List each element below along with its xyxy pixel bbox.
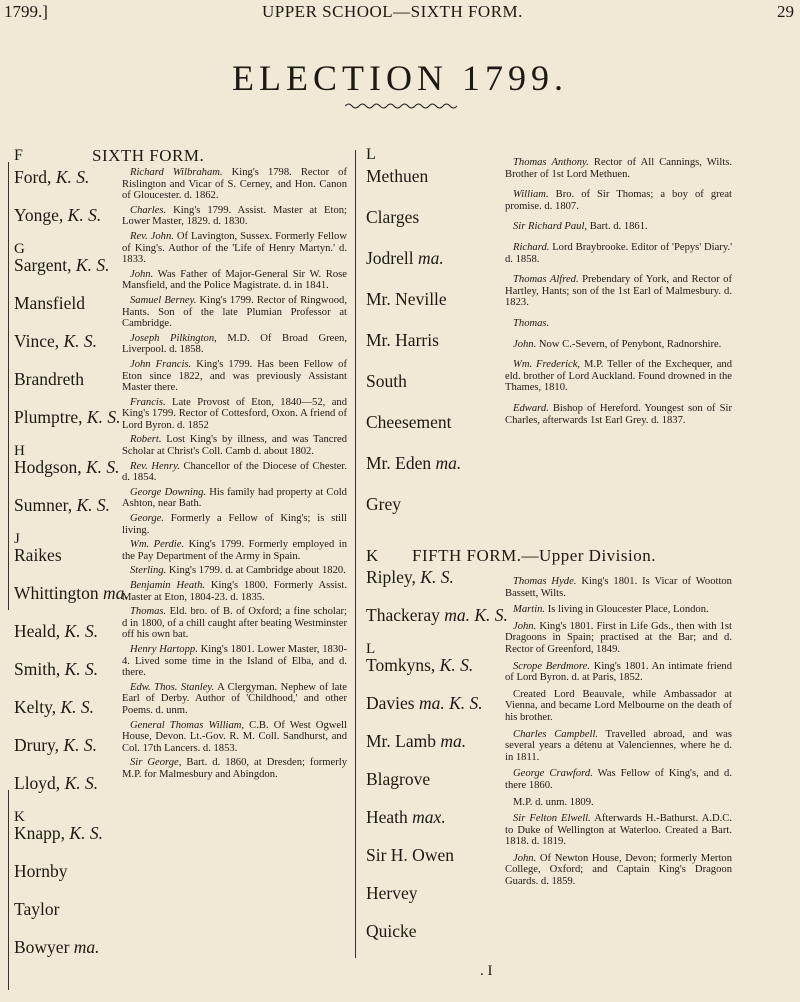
note-name: Edward. <box>513 402 549 414</box>
note-name: Scrope Berdmore. <box>513 660 590 672</box>
biographical-note <box>505 189 732 212</box>
biographical-note <box>505 274 732 309</box>
note-name: Thomas Anthony. <box>513 157 589 168</box>
biographical-note <box>122 269 347 292</box>
note-name: Richard. <box>513 241 550 253</box>
pupil-status: ma. <box>418 248 444 268</box>
fifth-form-title: FIFTH FORM.—Upper Division. <box>412 546 656 565</box>
wavy-rule <box>345 102 457 110</box>
note-name: Francis. <box>130 396 166 408</box>
fifth-form-heading <box>366 546 656 566</box>
note-name: John. <box>513 338 537 350</box>
pupil-name <box>366 330 506 351</box>
pupil-surname: Raikes <box>14 545 62 565</box>
pupil-surname: Kelty, <box>14 697 61 717</box>
note-text: Bart. d. 1860, at Dresden; formerly M.P. for Malmesbury and Abingdon. <box>122 757 347 780</box>
section-letter-i: . I <box>480 963 493 979</box>
note-name: Thomas Hyde. <box>513 576 577 587</box>
pupil-surname: Yonge, <box>14 205 68 225</box>
pupil-status: ma. K. S. <box>444 605 508 625</box>
pupil-status: K. S. <box>55 167 90 187</box>
page-number: 29 <box>777 2 794 21</box>
note-text: King's 1799. Rector of Ringwood, Hants. Son of the late Plumian Professor at Cambridge. <box>122 294 347 330</box>
biographical-note <box>122 487 347 510</box>
note-text: King's 1800. Formerly Assist. Master at Eton, 1804-23. d. 1835. <box>122 580 347 603</box>
note-text: Bishop of Hereford. Youngest son of Sir Charles, afterwards 1st Earl Grey. d. 1837. <box>505 402 732 426</box>
biographical-note <box>505 768 732 791</box>
biographical-note <box>505 221 732 233</box>
pupil-status: ma. <box>102 583 129 603</box>
pupil-surname: Drury, <box>14 735 64 755</box>
pupil-name <box>14 899 234 920</box>
note-name: Robert. <box>130 434 162 446</box>
column-rule-lower <box>355 558 356 958</box>
biographical-note <box>122 461 347 484</box>
running-head-year: 1799.] <box>4 2 48 21</box>
running-head-title: UPPER SCHOOL—SIXTH FORM. <box>262 2 523 21</box>
pupil-surname: Sargent, <box>14 255 76 275</box>
pupil-status: K. S. <box>420 567 454 587</box>
note-text: Was Father of Major-General Sir W. Rose Mansfield, and the Police Magistrate. d. in 1841. <box>122 268 347 292</box>
pupil-surname: Sir H. Owen <box>366 845 454 865</box>
note-name: Wm. Perdie. <box>130 539 185 551</box>
pupil-name <box>366 731 506 752</box>
note-text: Of Lavington, Sussex. Formerly Fellow of King's. Author of the 'Life of Henry Martyn.' d. 1833. <box>122 230 347 266</box>
pupil-surname: Hodgson, <box>14 457 86 477</box>
pupil-status: K. S. <box>64 621 99 641</box>
pupil-name <box>366 248 506 269</box>
note-text: Eld. bro. of B. of Oxford; a fine scholar; d in 1800, of a chill caught after beating Westminster off his own bat. <box>122 606 347 641</box>
note-text: King's 1799. d. at Cambridge about 1820. <box>166 565 346 577</box>
pupil-surname: Thackeray <box>366 605 445 625</box>
biographical-note <box>505 157 732 180</box>
note-text: King's 1799. Formerly employed in the Pay Department of the Army in Spain. <box>122 539 348 562</box>
pupil-status: K. S. <box>63 735 97 755</box>
biographical-note <box>122 580 347 603</box>
note-name: Wm. Frederick, <box>513 359 581 371</box>
pupil-surname: Mansfield <box>14 293 85 313</box>
note-text: Late Provost of Eton, 1840—52, and King's 1799. Rector of Cottesford, Oxon. A friend of Lord Byron. d. 1852 <box>122 396 347 431</box>
note-text: King's 1801. First in Life Gds., then with 1st Dragoons in Spain; practised at the Bar; and d. Rector of Greenford, 1849. <box>505 620 732 655</box>
biographical-note <box>505 339 732 351</box>
biographical-note <box>505 576 732 599</box>
note-name: Rev. Henry. <box>130 460 180 472</box>
note-text: M.D. Of Broad Green, Liverpool. d. 1858. <box>122 332 347 356</box>
biographical-note <box>122 295 347 330</box>
note-name: Martin. <box>513 604 546 616</box>
pupil-surname: Smith, <box>14 659 65 679</box>
biographical-note <box>122 359 347 394</box>
pupil-surname: Bowyer <box>14 937 74 957</box>
note-name: General Thomas William, <box>130 719 245 731</box>
pupil-surname: Whittington <box>14 583 103 603</box>
biographical-note <box>505 403 732 426</box>
note-text: Prebendary of York, and Rector of Hartley, Hants; son of the 1st Earl of Malmesbury. d. 1823. <box>505 274 733 309</box>
pupil-surname: Mr. Lamb <box>366 731 441 751</box>
note-text: C.B. Of West Ogwell House, Devon. Lt.-Gov. R. M. Coll. Sandhurst, and Col. 17th Lancers. d. 1853. <box>122 719 347 754</box>
column-rule-upper <box>355 150 356 568</box>
note-text: Lost King's by illness, and was Tancred Scholar at Christ's Coll. Camb d. about 1802. <box>122 434 347 458</box>
left-margin-rule-lower <box>8 790 9 990</box>
note-name: Benjamin Heath. <box>130 580 206 591</box>
biographical-note <box>505 359 732 394</box>
note-name: John. <box>513 852 537 864</box>
biographical-note <box>505 318 732 330</box>
pupil-surname: Sumner, <box>14 495 77 515</box>
sixth-form-continued-names <box>366 166 506 535</box>
pupil-surname: Mr. Harris <box>366 330 439 350</box>
pupil-surname: Heald, <box>14 621 65 641</box>
note-text: Is living in Gloucester Place, London. <box>545 604 709 616</box>
note-text: King's 1798. Rector of Rislington and Vicar of S. Cerney, and Hon. Canon of Gloucester. d. 1862. <box>122 167 347 202</box>
note-name: George Downing. <box>130 486 207 498</box>
pupil-surname: Lloyd, <box>14 773 65 793</box>
biographical-note <box>122 539 347 562</box>
section-letter: L <box>366 641 376 657</box>
pupil-name <box>14 823 234 844</box>
biographical-note <box>505 661 732 684</box>
pupil-surname: Methuen <box>366 166 429 186</box>
pupil-status: ma. K. S. <box>418 693 483 713</box>
pupil-surname: Hornby <box>14 861 68 881</box>
biographical-note <box>505 242 732 265</box>
pupil-name <box>366 605 506 626</box>
biographical-note <box>505 729 732 764</box>
pupil-status: K. S. <box>439 655 474 675</box>
pupil-status: K. S. <box>63 331 98 351</box>
pupil-surname: Heath <box>366 807 413 827</box>
note-text: Created Lord Beauvale, while Ambassador at Vienna, and became Lord Melbourne on the death of his brother. <box>505 688 732 723</box>
note-text: Now C.-Severn, of Penybont, Radnorshire. <box>536 338 722 350</box>
pupil-surname: Hervey <box>366 883 418 903</box>
note-name: Charles. <box>130 204 167 216</box>
biographical-note <box>505 604 732 616</box>
note-text: Bart. d. 1861. <box>587 221 648 233</box>
biographical-note <box>122 644 347 679</box>
note-text: King's 1799. Assist. Master at Eton; Lower Master, 1829. d. 1830. <box>122 204 347 228</box>
pupil-name <box>366 845 506 866</box>
pupil-surname: Brandreth <box>14 369 84 389</box>
pupil-status: K. S. <box>75 255 110 275</box>
note-name: Richard Wilbraham. <box>130 167 223 178</box>
pupil-surname: Ripley, <box>366 567 421 587</box>
pupil-status: ma. <box>440 731 467 751</box>
section-letter: G <box>14 241 25 257</box>
fifth-form-notes <box>505 576 732 893</box>
biographical-note <box>122 565 347 577</box>
note-name: Thomas. <box>513 317 550 329</box>
sixth-form-notes <box>122 167 347 784</box>
section-letter-f: F <box>14 147 23 164</box>
pupil-surname: Ford, <box>14 167 56 187</box>
biographical-note <box>122 606 347 641</box>
pupil-surname: Mr. Eden <box>366 453 436 473</box>
note-name: John. <box>513 620 537 632</box>
pupil-surname: Jodrell <box>366 248 419 268</box>
pupil-status: ma. <box>435 453 462 473</box>
pupil-status: K. S. <box>69 823 103 843</box>
note-name: Sir George, <box>130 757 182 769</box>
note-text: King's 1799. Has been Fellow of Eton since 1822, and was previously Assistant Master there. <box>122 358 347 394</box>
note-name: Sir Felton Elwell. <box>513 813 591 825</box>
note-name: William. <box>513 189 549 201</box>
pupil-status: K. S. <box>64 773 99 793</box>
pupil-name <box>366 207 506 228</box>
pupil-name <box>366 567 506 588</box>
note-name: Rev. John. <box>130 230 174 242</box>
pupil-surname: Quicke <box>366 921 417 941</box>
biographical-note <box>122 167 347 202</box>
pupil-surname: Taylor <box>14 899 60 919</box>
section-letter: J <box>14 531 20 547</box>
note-text: Afterwards H.-Bathurst. A.D.C. to Duke of Wellington at Waterloo. Created a Bart. 1818. d. 1819. <box>505 813 733 848</box>
note-name: Sterling. <box>130 565 167 577</box>
biographical-note <box>122 513 347 536</box>
pupil-status: ma. <box>73 937 100 957</box>
pupil-surname: Cheesement <box>366 412 452 432</box>
note-text: M.P. d. unm. 1809. <box>513 796 594 808</box>
note-name: Samuel Berney. <box>130 294 197 306</box>
pupil-name <box>366 769 506 790</box>
note-text: Rector of All Cannings, Wilts. Brother of 1st Lord Methuen. <box>505 157 732 180</box>
note-text: Chancellor of the Diocese of Chester. d. 1854. <box>122 460 347 484</box>
note-text: Travelled abroad, and was several years a détenu at Valenciennes, where he d. in 1811. <box>505 728 732 763</box>
pupil-name <box>366 166 506 187</box>
pupil-status: K. S. <box>86 407 121 427</box>
note-name: Thomas Alfred. <box>513 274 579 286</box>
pupil-status: max. <box>412 807 446 827</box>
pupil-surname: Clarges <box>366 207 420 227</box>
biographical-note <box>505 853 732 888</box>
pupil-name <box>366 494 506 515</box>
note-text: Bro. of Sir Thomas; a boy of great promise. d. 1807. <box>505 189 732 212</box>
pupil-surname: Mr. Neville <box>366 289 447 309</box>
note-text: His family had property at Cold Ashton, near Bath. <box>122 486 347 510</box>
pupil-name <box>366 412 506 433</box>
pupil-name <box>366 693 506 714</box>
pupil-name <box>366 921 506 942</box>
note-name: Sir Richard Paul, <box>513 221 588 233</box>
note-name: Charles Campbell. <box>513 728 599 740</box>
biographical-note <box>122 434 347 457</box>
note-text: King's 1801. An intimate friend of Lord Byron. d. at Paris, 1852. <box>505 660 733 684</box>
biographical-note <box>122 205 347 228</box>
biographical-note <box>505 621 732 656</box>
page-title: ELECTION 1799. <box>232 58 568 98</box>
note-name: Henry Hartopp. <box>130 643 198 655</box>
section-letter: K <box>14 809 25 825</box>
pupil-name <box>366 807 506 828</box>
note-text: A Clergyman. Nephew of late Earl of Derby. Author of 'Childhood,' and other Poems. d. unm. <box>122 681 348 716</box>
pupil-surname: South <box>366 371 407 391</box>
biographical-note <box>122 757 347 780</box>
note-name: John. <box>130 268 154 280</box>
note-name: Joseph Pilkington, <box>130 332 217 344</box>
left-margin-rule <box>8 162 9 610</box>
sixth-form-continued-notes <box>505 157 732 435</box>
note-name: John Francis. <box>130 358 192 370</box>
note-text: Formerly a Fellow of King's; is still living. <box>122 513 347 536</box>
pupil-name <box>366 453 506 474</box>
pupil-surname: Plumptre, <box>14 407 87 427</box>
pupil-status: K. S. <box>76 495 111 515</box>
biographical-note <box>505 689 732 724</box>
pupil-name <box>366 289 506 310</box>
note-text: M.P. Teller of the Exchequer, and eld. brother of Lord Auckland. Found drowned in the Thames, 1810. <box>505 359 732 394</box>
biographical-note <box>122 720 347 755</box>
pupil-surname: Vince, <box>14 331 64 351</box>
pupil-status: K. S. <box>64 659 99 679</box>
pupil-surname: Grey <box>366 494 401 514</box>
pupil-status: K. S. <box>85 457 120 477</box>
pupil-surname: Knapp, <box>14 823 70 843</box>
biographical-note <box>505 813 732 848</box>
biographical-note <box>505 797 732 809</box>
pupil-surname: Tomkyns, <box>366 655 440 675</box>
note-text: King's 1801. Is Vicar of Wootton Bassett, Wilts. <box>505 576 732 599</box>
pupil-name <box>366 883 506 904</box>
pupil-status: K. S. <box>67 205 102 225</box>
biographical-note <box>122 231 347 266</box>
section-letter: H <box>14 443 25 459</box>
biographical-note <box>122 682 347 717</box>
section-letter-k: K <box>366 546 379 565</box>
note-name: George. <box>130 513 165 525</box>
pupil-name <box>14 937 234 958</box>
biographical-note <box>122 397 347 432</box>
pupil-name <box>366 371 506 392</box>
pupil-status: K. S. <box>60 697 95 717</box>
note-name: George Crawford. <box>513 768 593 780</box>
note-name: Edw. Thos. Stanley. <box>130 681 215 693</box>
pupil-name <box>14 861 234 882</box>
note-name: Thomas. <box>130 606 167 618</box>
fifth-form-name-list <box>366 567 506 959</box>
sixth-form-heading: SIXTH FORM. <box>92 146 205 165</box>
pupil-name <box>366 655 506 676</box>
pupil-surname: Blagrove <box>366 769 431 789</box>
note-text: King's 1801. Lower Master, 1830-4. Lived some time in the Island of Elba, and d. there. <box>122 643 347 679</box>
biographical-note <box>122 333 347 356</box>
note-text: Lord Braybrooke. Editor of 'Pepys' Diary.' d. 1858. <box>505 241 732 265</box>
note-text: Of Newton House, Devon; formerly Merton College, Oxford; and Captain King's Dragoon Guards. d. 1859. <box>505 852 732 888</box>
section-letter-l: L <box>366 146 376 163</box>
note-text: Was Fellow of King's, and d. there 1860. <box>505 768 732 791</box>
pupil-surname: Davies <box>366 693 419 713</box>
